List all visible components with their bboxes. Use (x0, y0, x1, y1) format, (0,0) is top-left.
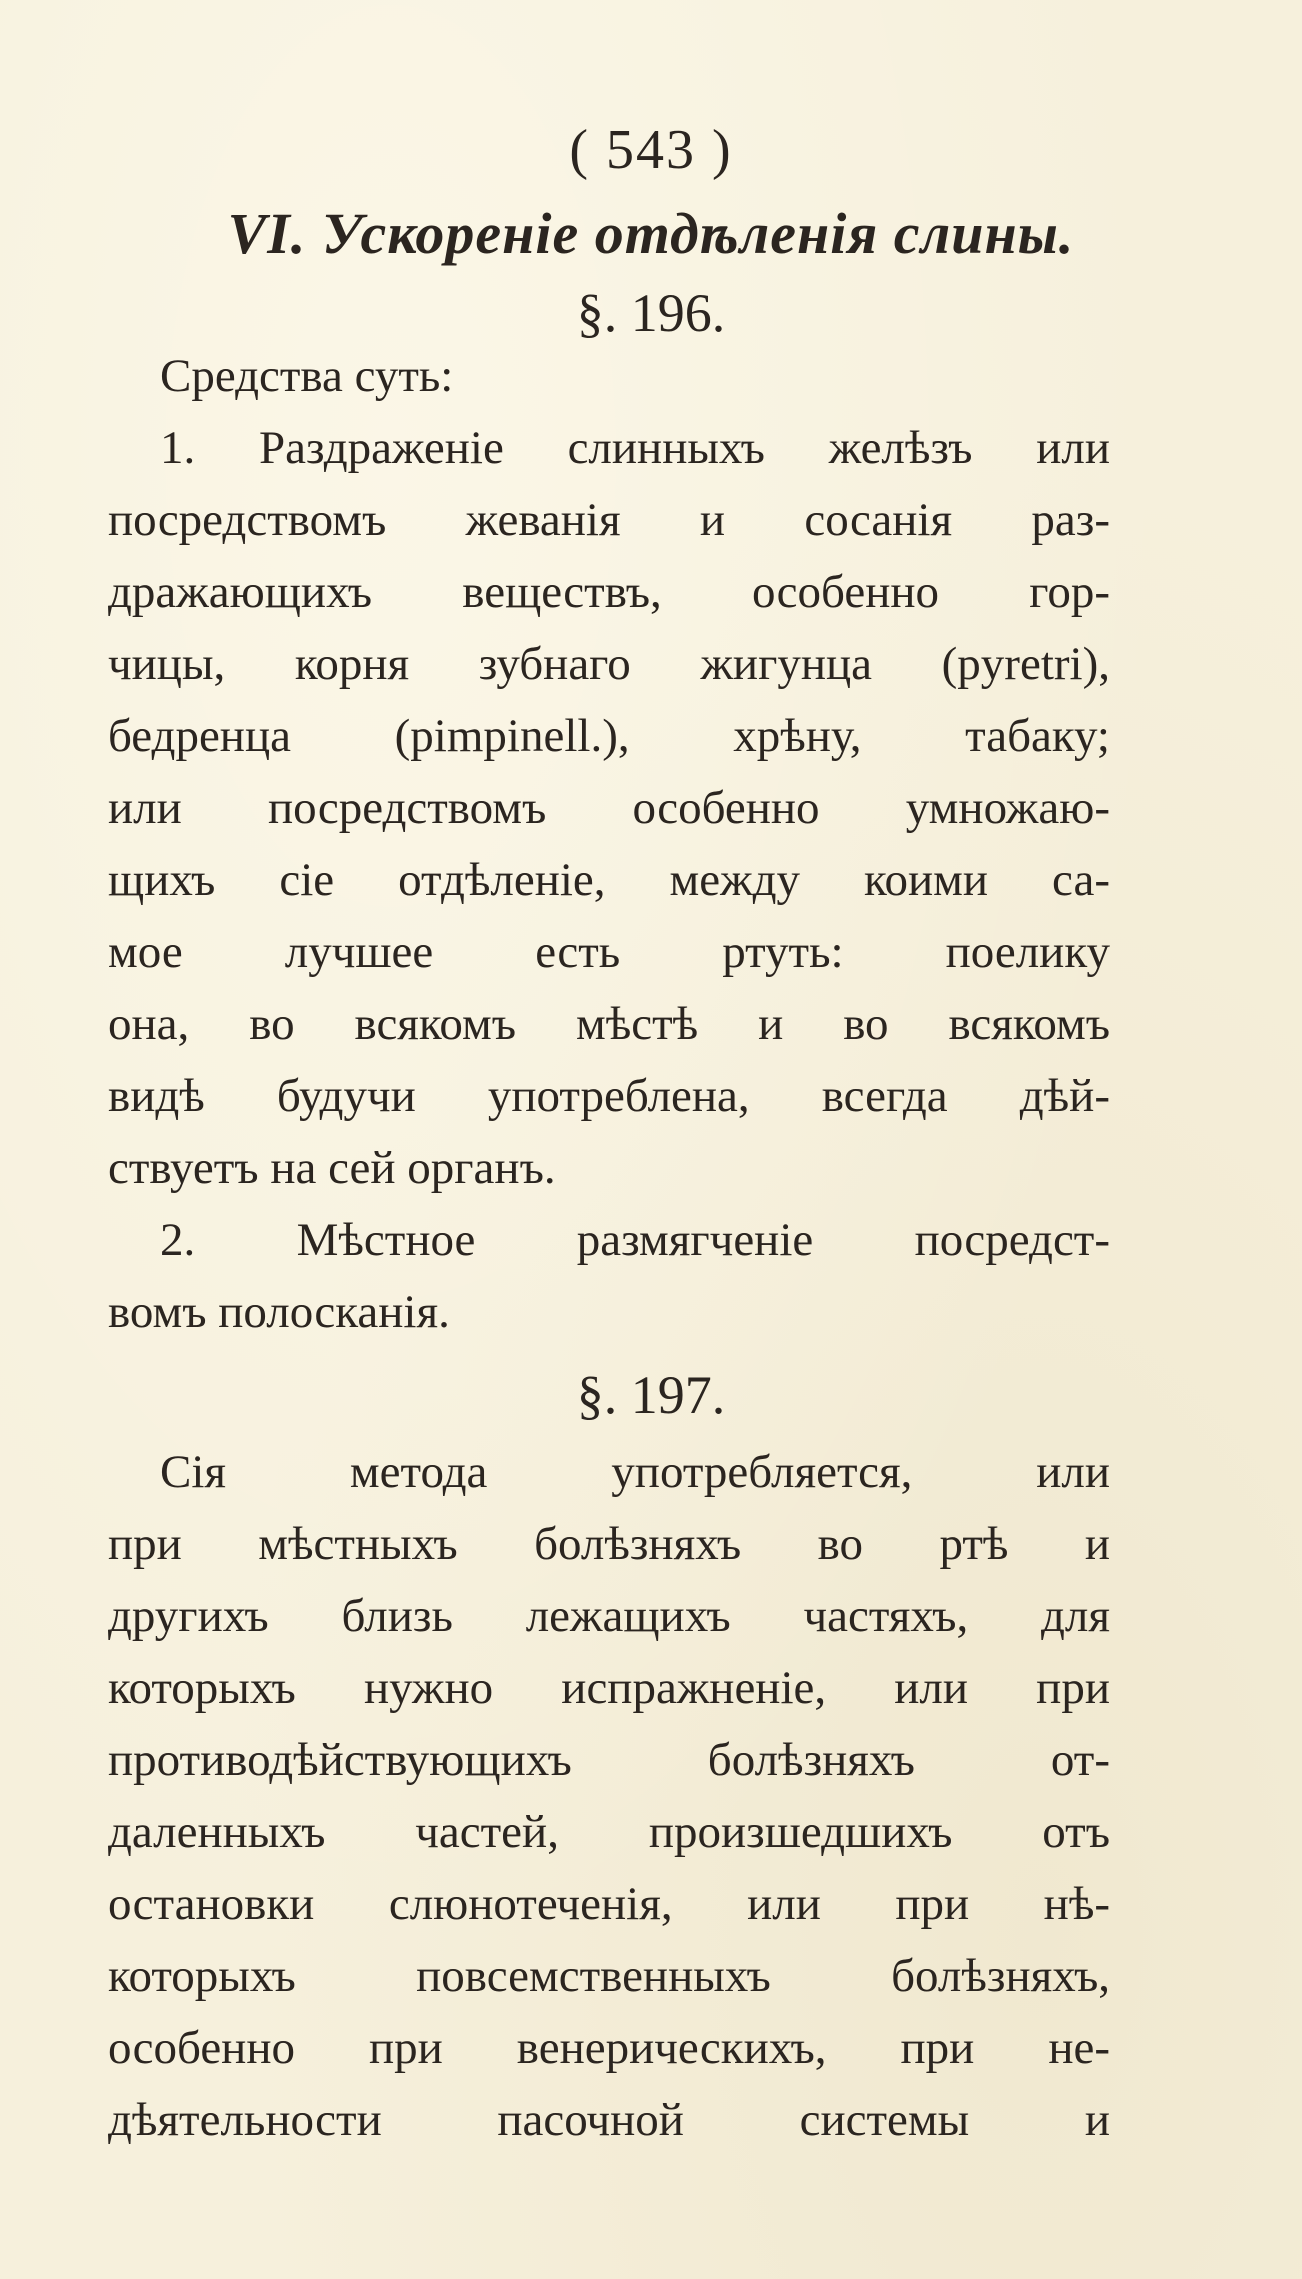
text-line: видѣ будучи употреблена, всегда дѣй- (108, 1070, 1110, 1122)
text-line: которыхъ нужно испражненiе, или при (108, 1662, 1110, 1714)
text-line: противодѣйствующихъ болѣзняхъ от- (108, 1734, 1110, 1786)
text-line: дѣятельности пасочной системы и (108, 2094, 1110, 2146)
section-heading: VI. Ускоренiе отдѣленiя слины. (227, 201, 1075, 266)
text-line: при мѣстныхъ болѣзняхъ во ртѣ и (108, 1518, 1110, 1570)
text-line: дражающихъ веществъ, особенно гор- (108, 566, 1110, 618)
paragraph-mark-196: §. 196. (576, 283, 726, 343)
text-line: мое лучшее есть ртуть: поелику (108, 926, 1110, 978)
text-line: особенно при венерическихъ, при не- (108, 2022, 1110, 2074)
text-line: Сiя метода употребляется, или (160, 1446, 1110, 1498)
text-line: 1. Раздраженiе слинныхъ желѣзъ или (160, 422, 1110, 474)
paragraph-mark-197: §. 197. (576, 1365, 726, 1425)
text-line: 2. Мѣстное размягченiе посредст- (160, 1214, 1110, 1266)
text-line: ствуетъ на сей органъ. (108, 1142, 556, 1194)
text-line: которыхъ повсемственныхъ болѣзняхъ, (108, 1950, 1110, 2002)
text-line: она, во всякомъ мѣстѣ и во всякомъ (108, 998, 1110, 1050)
text-line: другихъ близь лежащихъ частяхъ, для (108, 1590, 1110, 1642)
text-line: чицы, корня зубнаго жигунца (pyretri), (108, 638, 1110, 690)
text-line: остановки слюнотеченiя, или при нѣ- (108, 1878, 1110, 1930)
text-line: даленныхъ частей, произшедшихъ отъ (108, 1806, 1110, 1858)
text-line: щихъ сiе отдѣленiе, между коими са- (108, 854, 1110, 906)
page-number: ( 543 ) (569, 119, 733, 181)
text-line: посредствомъ жеванiя и сосанiя раз- (108, 494, 1110, 546)
text-line: бедренца (pimpinell.), хрѣну, табаку; (108, 710, 1110, 762)
text-line: Средства суть: (160, 350, 454, 402)
text-line: вомъ полосканiя. (108, 1286, 450, 1338)
text-line: или посредствомъ особенно умножаю- (108, 782, 1110, 834)
